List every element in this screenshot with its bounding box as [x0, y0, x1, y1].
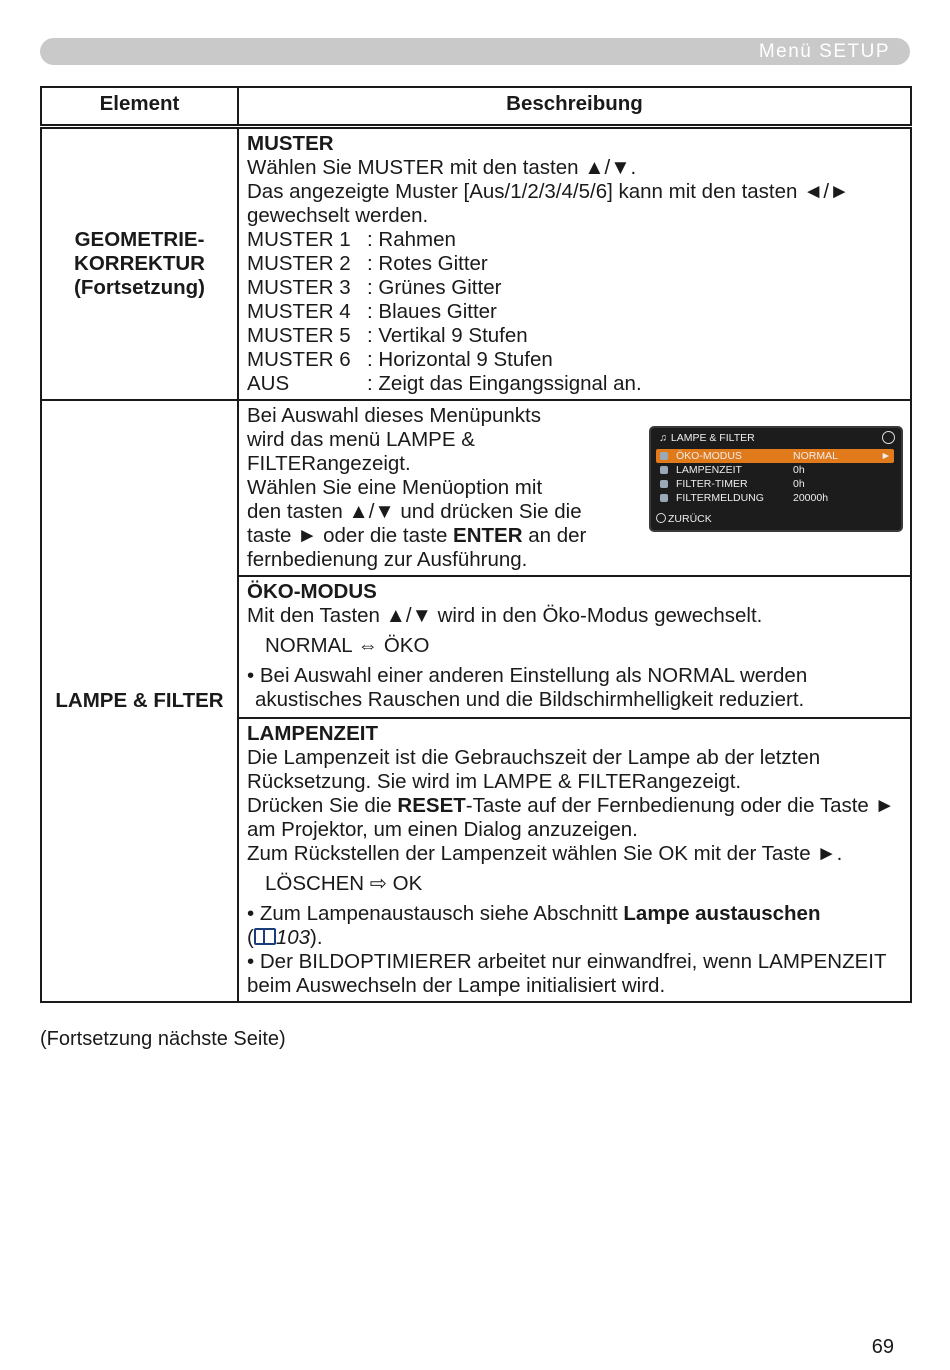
pattern-key: MUSTER 4	[247, 300, 351, 323]
osd-row-label: ÖKO-MODUS	[676, 450, 742, 462]
osd-row-label: FILTERMELDUNG	[676, 492, 764, 504]
osd-row-label: LAMPENZEIT	[676, 464, 742, 476]
book-icon	[254, 928, 276, 945]
pattern-value: : Rotes Gitter	[367, 252, 488, 275]
pattern-key: AUS	[247, 372, 290, 395]
pattern-value: : Rahmen	[367, 228, 456, 251]
osd-row-value: 20000h	[793, 492, 829, 504]
text-paragraph: Drücken Sie die RESET-Taste auf der Fernbedienung oder die Taste ► am Projektor, um einen Dialog anzuzeigen.	[247, 794, 895, 841]
osd-back: ZURÜCK	[656, 512, 712, 526]
osd-row-value: NORMAL	[793, 450, 838, 462]
pattern-item	[247, 228, 902, 252]
item-heading: ÖKO-MODUS	[247, 580, 377, 603]
pattern-item	[247, 252, 902, 276]
table-row	[41, 400, 911, 576]
text-line: Wählen Sie eine Menüoption mit	[247, 476, 543, 499]
pattern-item	[247, 276, 902, 300]
bullet-note: • Der BILDOPTIMIERER arbeitet nur einwandfrei, wenn LAMPENZEIT beim Auswechseln der Lampe initialisiert wird.	[247, 950, 887, 997]
pattern-value: : Blaues Gitter	[367, 300, 497, 323]
filter-icon	[660, 480, 668, 488]
text-line: den tasten ▲/▼ und drücken Sie die	[247, 500, 582, 523]
description-cell-eco-mode	[238, 576, 911, 718]
text-line: Mit den Tasten ▲/▼ wird in den Öko-Modus gewechselt.	[247, 604, 763, 627]
item-heading: LAMPENZEIT	[247, 722, 378, 745]
eco-icon	[660, 452, 668, 460]
text-line: fernbedienung zur Ausführung.	[247, 548, 528, 571]
text-line: taste ► oder die taste ENTER an der	[247, 524, 587, 547]
pattern-key: MUSTER 3	[247, 276, 351, 299]
description-cell-lamp-intro	[238, 400, 911, 576]
osd-menu-screenshot	[649, 426, 903, 532]
element-label: KORREKTUR	[74, 252, 205, 275]
element-cell-lamp-filter	[41, 400, 238, 1002]
osd-title: ♫ LAMPE & FILTER	[659, 432, 755, 444]
pattern-value: : Grünes Gitter	[367, 276, 502, 299]
text-paragraph: Zum Rückstellen der Lampenzeit wählen Sie OK mit der Taste ►.	[247, 842, 843, 865]
pattern-item	[247, 348, 902, 372]
text-line: FILTERangezeigt.	[247, 452, 411, 475]
text-line: Wählen Sie MUSTER mit den tasten ▲/▼.	[247, 156, 637, 179]
osd-row-filter-timer	[656, 477, 894, 491]
description-cell-lamp-time	[238, 718, 911, 1002]
osd-row-value: 0h	[793, 478, 805, 490]
back-icon	[656, 513, 666, 523]
section-title: Menü SETUP	[758, 41, 890, 62]
reset-key-label: RESET	[397, 794, 466, 817]
gear-icon	[882, 431, 895, 444]
text-line: Bei Auswahl dieses Menüpunkts	[247, 404, 542, 427]
text-paragraph: Die Lampenzeit ist die Gebrauchszeit der Lampe ab der letzten Rücksetzung. Sie wird im LAMPE & FILTERangezeigt.	[247, 746, 821, 793]
section-reference: Lampe austauschen	[623, 902, 821, 925]
enter-key-label: ENTER	[453, 524, 523, 547]
item-heading: MUSTER	[247, 132, 334, 155]
bullet-note: • Bei Auswahl einer anderen Einstellung als NORMAL werden	[247, 664, 808, 687]
column-header-description: Beschreibung	[238, 87, 911, 127]
pattern-item	[247, 300, 902, 324]
page-number: 69	[871, 1336, 894, 1358]
element-label: GEOMETRIE-	[74, 228, 205, 251]
bullet-note: akustisches Rauschen und die Bildschirmhelligkeit reduziert.	[255, 688, 805, 711]
continuation-note: (Fortsetzung nächste Seite)	[40, 1028, 286, 1050]
settings-table	[40, 86, 912, 1003]
pattern-value: : Horizontal 9 Stufen	[367, 348, 553, 371]
pattern-item	[247, 324, 902, 348]
pattern-value: : Vertikal 9 Stufen	[367, 324, 528, 347]
table-row	[41, 127, 911, 401]
element-cell-geometry	[41, 127, 238, 401]
bullet-note: • Zum Lampenaustausch siehe Abschnitt Lampe austauschen	[247, 902, 821, 925]
element-label: LAMPE & FILTER	[55, 689, 224, 712]
osd-row-label: FILTER-TIMER	[676, 478, 748, 490]
osd-row-value: 0h	[793, 464, 805, 476]
arrow-right-icon: ►	[880, 450, 891, 462]
section-banner	[40, 38, 910, 65]
page-reference: ( 103).	[247, 926, 323, 949]
page-reference-number[interactable]: 103	[275, 926, 311, 949]
osd-row-filter-message	[656, 491, 894, 505]
text-line: wird das menü LAMPE &	[247, 428, 475, 451]
lamp-icon	[660, 466, 668, 474]
column-header-element: Element	[41, 87, 238, 127]
pattern-key: MUSTER 6	[247, 348, 351, 371]
text-line: Das angezeigte Muster [Aus/1/2/3/4/5/6] kann mit den tasten ◄/► gewechselt werden.	[247, 180, 850, 227]
pattern-item	[247, 372, 902, 396]
pattern-key: MUSTER 1	[247, 228, 351, 251]
option-choice: NORMAL ⇔ ÖKO	[265, 634, 430, 657]
message-icon	[660, 494, 668, 502]
osd-menu-icon: ♫	[659, 432, 667, 444]
pattern-value: : Zeigt das Eingangssignal an.	[367, 372, 642, 395]
osd-row-lamp-time	[656, 463, 894, 477]
table-header-row	[41, 87, 911, 127]
description-cell-muster	[238, 127, 911, 401]
osd-row-eco-mode	[656, 449, 894, 463]
pattern-key: MUSTER 5	[247, 324, 351, 347]
element-label: (Fortsetzung)	[74, 276, 205, 299]
option-choice: LÖSCHEN ⇨ OK	[265, 872, 423, 895]
pattern-key: MUSTER 2	[247, 252, 351, 275]
